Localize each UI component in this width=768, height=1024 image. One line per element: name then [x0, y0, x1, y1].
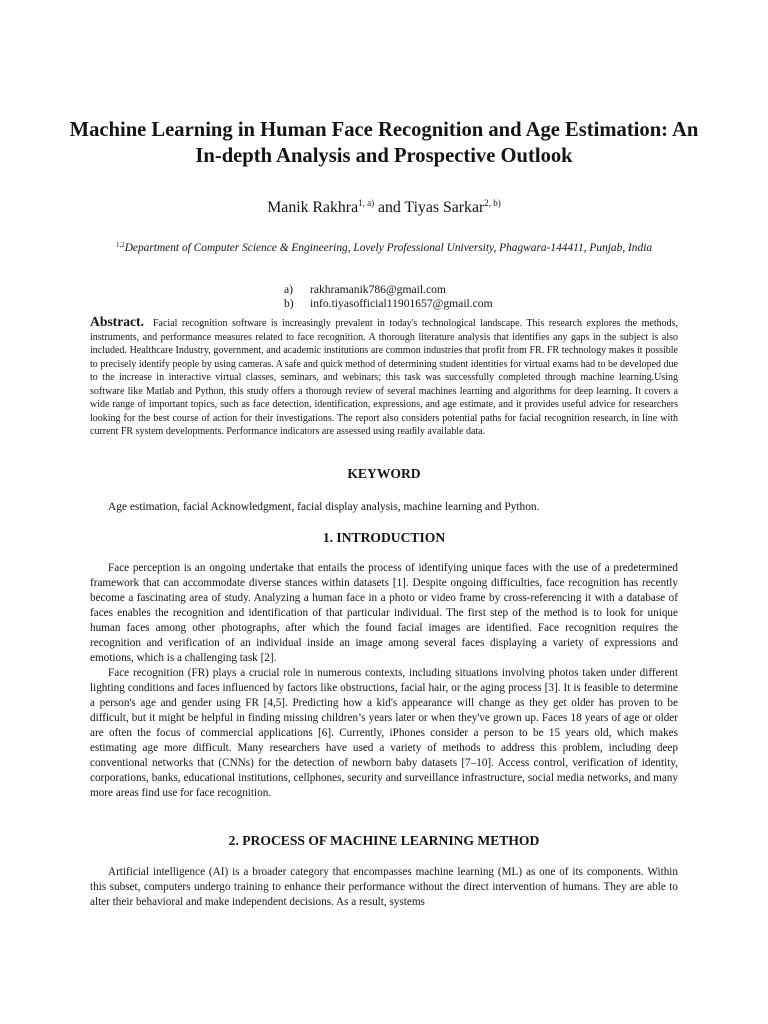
- keyword-heading: KEYWORD: [347, 466, 421, 481]
- abstract-heading: Abstract.: [90, 314, 144, 329]
- email-address[interactable]: info.tiyasofficial11901657@gmail.com: [310, 297, 493, 311]
- body-paragraph: Face recognition (FR) plays a crucial role in numerous contexts, including situations involving photos taken under different lighting conditions and faces influenced by factors like obstructions, facial hair, or the aging process [3]. It is feasible to determine a person's age and gender using FR [4,5]. Predicting how a kid's appearance will change as they get older has proven to be difficult, but it might be helpful in finding missing children’s years later or when they've grown up. Faces 18 years of age or older are often the focus of commercial applications [6]. Currently, iPhones consider a person to be 15 years old, which makes estimating age more difficult. Many researchers have used a variety of methods to address this problem, including deep conventional networks that (CNNs) for the detection of newborn baby datasets [7–10]. Access control, verification of identity, corporations, banks, educational institutions, cellphones, security and surveillance infrastructure, social media networks, and many more areas find use for face recognition.: [90, 667, 678, 800]
- author-name: Tiyas Sarkar: [404, 199, 485, 216]
- affiliation-mark: 1,2: [115, 241, 125, 249]
- author-line: [60, 193, 708, 218]
- abstract-text: Facial recognition software is increasingly prevalent in today's technological landscape. This research explores the methods, instruments, and performance measures related to face recognition. A thorough literature analysis that identifies any gaps in the subject is also included. Healthcare Industry, government, and academic institutions are common industries that profit from FR. FR technology makes it possible to precisely identify people by using cameras. A safe and quick method of determining student identities for virtual exams had to be developed due to the increase in interactive virtual classes, seminars, and webinars; this task was successfully completed through machine learning.Using software like Matlab and Python, this study offers a thorough review of several machines learning and algorithms for deep learning. It covers a wide range of important topics, such as face detection, identification, expressions, and age estimate, and it provides useful advice for researchers looking for the best course of action for their investigations. The report also considers potential paths for facial recognition research, in line with current FR system developments. Performance indicators are assessed using readily available data.: [90, 318, 678, 437]
- body-paragraph: Face perception is an ongoing undertake that entails the process of identifying unique faces with the use of a predetermined framework that can accommodate diverse stances within datasets [1]. Despite ongoing difficulties, face recognition has recently become a fascinating area of study. Analyzing a human face in a photo or video frame by cross-referencing it with a database of faces enables the recognition and identification of that particular individual. The first step of the method is to look for unique human faces among other photographs, after which the found facial images are identified. Face recognition requires the recognition and verification of an individual inside an image among several faces displaying a variety of expressions and emotions, which is a challenging task [2].: [90, 562, 678, 665]
- author-affiliation-mark: 2, b): [484, 198, 501, 208]
- email-label: a): [284, 283, 294, 296]
- body-paragraph: Artificial intelligence (AI) is a broader category that encompasses machine learning (ML) as one of its components. Within this subset, computers undergo training to enhance their performance without the direct intervention of humans. They are able to alter their behavioral and make independent decisions. As a result, systems: [90, 866, 678, 909]
- email-address[interactable]: rakhramanik786@gmail.com: [310, 283, 446, 296]
- author-conjunction: and: [374, 199, 405, 216]
- email-list: [284, 283, 493, 311]
- keyword-text: Age estimation, facial Acknowledgment, facial display analysis, machine learning and Python.: [108, 501, 540, 513]
- section-heading-introduction: 1. INTRODUCTION: [322, 530, 446, 545]
- email-row: [284, 297, 493, 311]
- section-heading-process: 2. PROCESS OF MACHINE LEARNING METHOD: [228, 833, 540, 848]
- email-row: [284, 283, 493, 297]
- paper-title: Machine Learning in Human Face Recognition and Age Estimation: An In-depth Analysis and Prospective Outlook: [69, 119, 699, 167]
- author-name: Manik Rakhra: [267, 199, 359, 216]
- affiliation-text: Department of Computer Science & Engineering, Lovely Professional University, Phagwara-144411, Punjab, India: [124, 242, 653, 254]
- author-affiliation-mark: 1, a): [358, 198, 375, 208]
- affiliation: [98, 238, 670, 256]
- email-label: b): [284, 297, 294, 311]
- abstract: [90, 315, 678, 439]
